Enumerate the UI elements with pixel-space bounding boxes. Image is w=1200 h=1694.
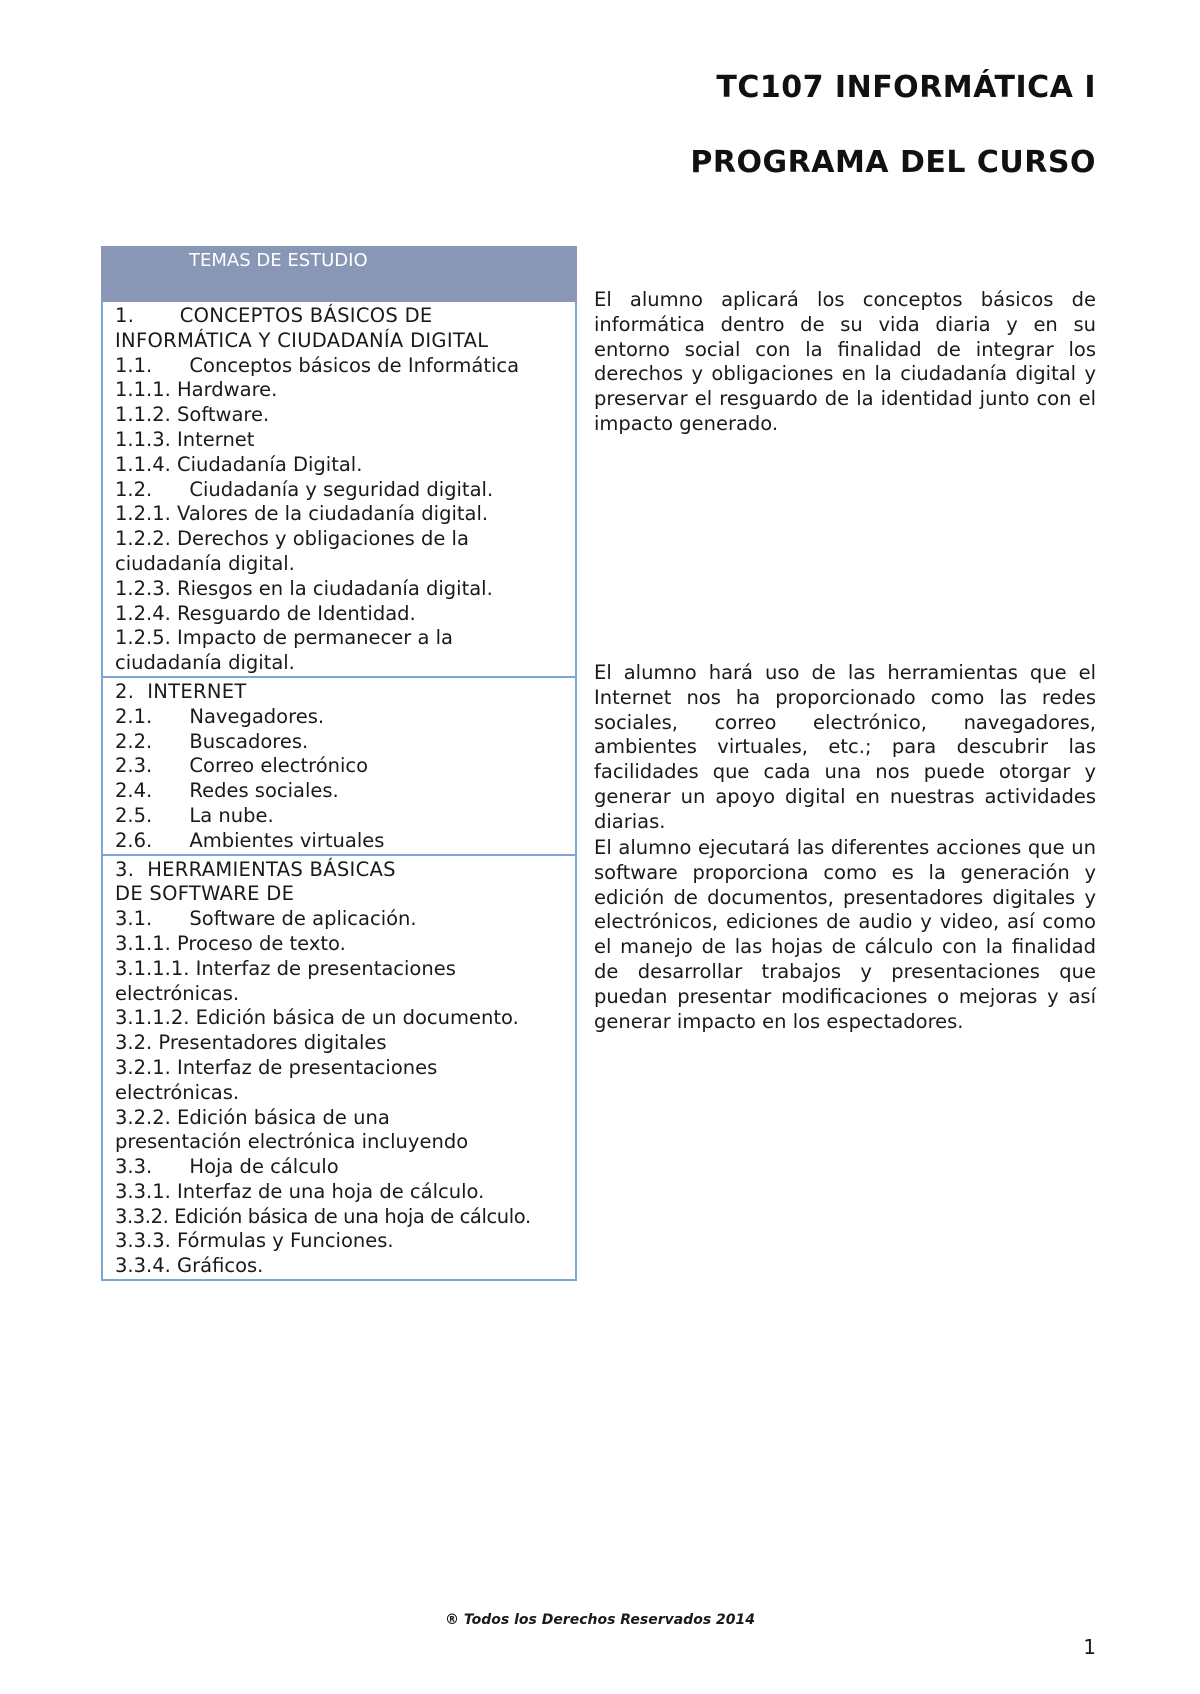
topic-item: 3.3.4. Gráficos. bbox=[115, 1254, 264, 1278]
topic-item: 3.1.1.1. Interfaz de presentaciones bbox=[115, 956, 456, 980]
section-2-description bbox=[594, 661, 1096, 835]
topics-table-header: TEMAS DE ESTUDIO bbox=[102, 247, 576, 301]
section-1-cell bbox=[102, 301, 576, 677]
topic-item: 3.2.2. Edición básica de una bbox=[115, 1105, 390, 1129]
description-paragraph: El alumno aplicará los conceptos básicos de informática dentro de su vida diaria y en su entorno social con la finalidad de integrar los derechos y obligaciones en la ciudadanía digital y preservar el resguardo de la identidad junto con el impacto generado. bbox=[594, 288, 1096, 435]
topic-item: 3.1.1. Proceso de texto. bbox=[115, 931, 346, 955]
section-title-line: 1. CONCEPTOS BÁSICOS DE bbox=[115, 304, 433, 327]
topic-item: 1.2.4. Resguardo de Identidad. bbox=[115, 601, 416, 625]
topic-item: 1.2.2. Derechos y obligaciones de la bbox=[115, 527, 469, 551]
topic-item: 1.1.2. Software. bbox=[115, 403, 270, 427]
section-title-line: DE SOFTWARE DE bbox=[115, 882, 295, 906]
topic-item: 3.3.1. Interfaz de una hoja de cálculo. bbox=[115, 1179, 485, 1203]
topic-item: electrónicas. bbox=[115, 981, 240, 1005]
program-title: PROGRAMA DEL CURSO bbox=[690, 145, 1096, 180]
topic-item: 3.2. Presentadores digitales bbox=[115, 1031, 387, 1055]
topic-item: 1.1.3. Internet bbox=[115, 427, 255, 451]
section-title-line: 2. INTERNET bbox=[115, 679, 247, 703]
topic-item: 3.3.2. Edición básica de una hoja de cálculo. bbox=[115, 1204, 531, 1228]
topic-item: 2.1. Navegadores. bbox=[115, 704, 325, 728]
topic-item: 3.1.1.2. Edición básica de un documento. bbox=[115, 1006, 519, 1030]
topics-table bbox=[101, 246, 577, 1281]
topic-item: 3.1. Software de aplicación. bbox=[115, 907, 417, 931]
course-title: TC107 INFORMÁTICA I bbox=[716, 70, 1096, 105]
topic-item: 3.3. Hoja de cálculo bbox=[115, 1155, 339, 1179]
topic-item: 3.3.3. Fórmulas y Funciones. bbox=[115, 1229, 394, 1253]
topic-item: ciudadanía digital. bbox=[115, 651, 295, 675]
topic-item: 2.5. La nube. bbox=[115, 803, 274, 827]
topic-item: 2.3. Correo electrónico bbox=[115, 754, 369, 778]
topic-item: 2.2. Buscadores. bbox=[115, 729, 309, 753]
section-1-description bbox=[594, 288, 1096, 437]
topic-item: 1.2. Ciudadanía y seguridad digital. bbox=[115, 477, 494, 501]
copyright-footer: ® Todos los Derechos Reservados 2014 bbox=[444, 1612, 755, 1628]
topic-item: ciudadanía digital. bbox=[115, 551, 295, 575]
section-2-cell bbox=[102, 677, 576, 855]
topic-item: 2.4. Redes sociales. bbox=[115, 779, 339, 803]
topic-item: 1.2.5. Impacto de permanecer a la bbox=[115, 626, 453, 650]
topic-item: 2.6. Ambientes virtuales bbox=[115, 828, 385, 852]
section-3-cell bbox=[102, 855, 576, 1281]
topic-item: 1.1.4. Ciudadanía Digital. bbox=[115, 452, 363, 476]
topic-item: presentación electrónica incluyendo bbox=[115, 1130, 469, 1154]
description-paragraph: El alumno hará uso de las herramientas que el Internet nos ha proporcionado como las redes sociales, correo electrónico, navegadores, ambientes virtuales, etc.; para descubrir las facilidades que cada una nos puede otorgar y generar un apoyo digital en nuestras actividades diarias. bbox=[594, 661, 1096, 833]
topic-item: 1.2.1. Valores de la ciudadanía digital. bbox=[115, 502, 489, 526]
section-title-line: INFORMÁTICA Y CIUDADANÍA DIGITAL bbox=[115, 328, 489, 352]
section-title-line: 3. HERRAMIENTAS BÁSICAS bbox=[115, 857, 396, 881]
topic-item: 1.1. Conceptos básicos de Informática bbox=[115, 353, 520, 377]
section-3-description bbox=[594, 836, 1096, 1034]
description-paragraph: El alumno ejecutará las diferentes acciones que un software proporciona como es la generación y edición de documentos, presentadores digitales y electrónicos, ediciones de audio y video, así como el manejo de las hojas de cálculo con la finalidad de desarrollar trabajos y presentaciones que puedan presentar modificaciones o mejoras y así generar impacto en los espectadores. bbox=[594, 836, 1096, 1033]
page-number: 1 bbox=[1083, 1635, 1096, 1659]
topic-item: electrónicas. bbox=[115, 1080, 240, 1104]
topic-item: 1.1.1. Hardware. bbox=[115, 378, 278, 402]
topic-item: 1.2.3. Riesgos en la ciudadanía digital. bbox=[115, 576, 493, 600]
topic-item: 3.2.1. Interfaz de presentaciones bbox=[115, 1055, 438, 1079]
document-header bbox=[690, 70, 1096, 180]
